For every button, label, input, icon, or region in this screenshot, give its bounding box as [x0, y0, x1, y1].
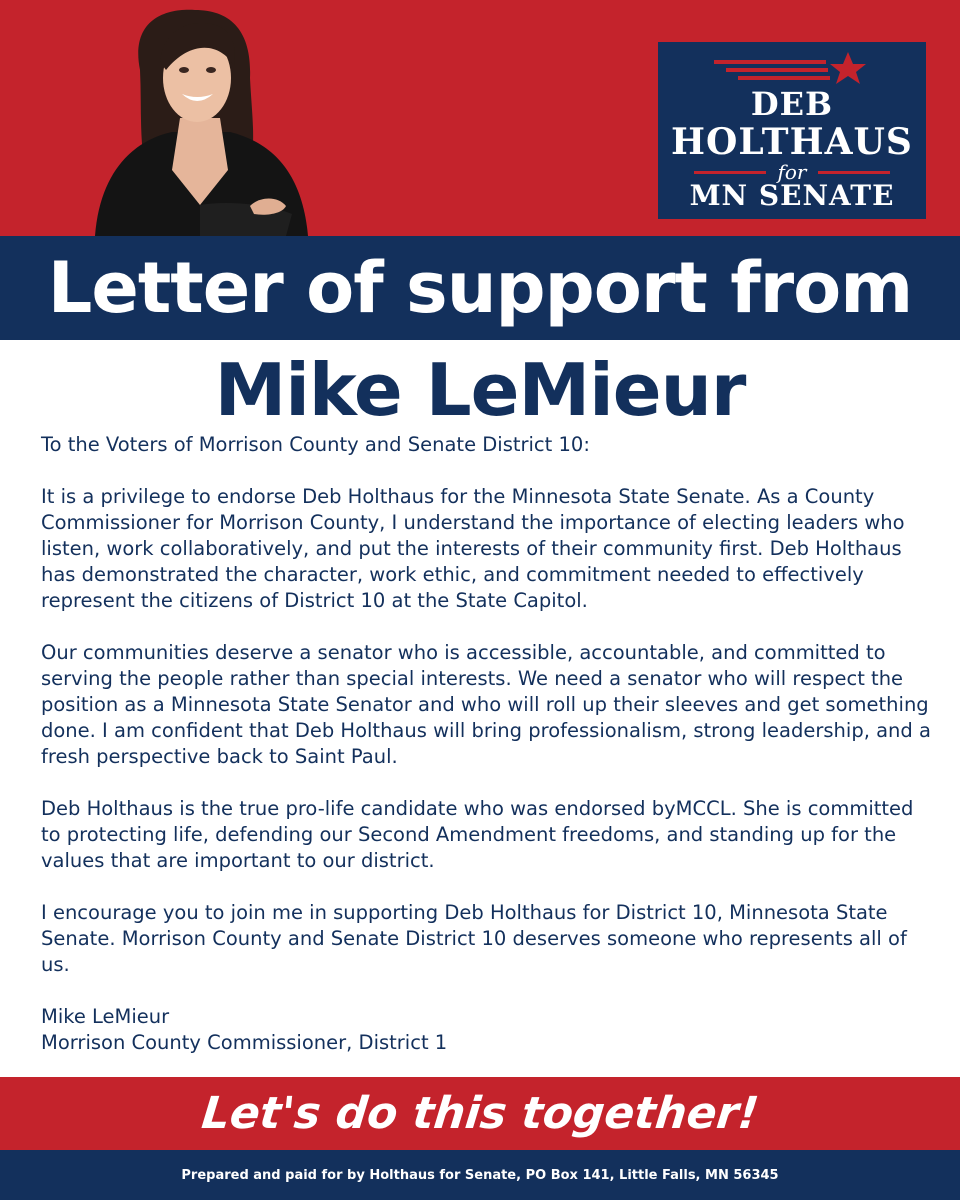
letter-paragraph-1: It is a privilege to endorse Deb Holthaus for the Minnesota State Senate. As a County Commissioner for Morrison County, I understand the importance of electing leaders who listen, work collaboratively, and put the interests of their community first. Deb Holthaus has demonstrated the character, work ethic, and commitment needed to effectively represent the citizens of District 10 at the State Capitol.: [41, 485, 905, 612]
logo-deb-text: DEB: [750, 85, 834, 123]
tagline: Let's do this together!: [199, 1087, 761, 1139]
footer-red-band: [0, 1077, 960, 1150]
signature-title: Morrison County Commissioner, District 1: [41, 1031, 448, 1054]
endorser-name-title: Mike LeMieur: [214, 348, 746, 432]
logo-senate-text: MN SENATE: [689, 179, 895, 212]
letter-paragraph-2: Our communities deserve a senator who is accessible, accountable, and committed to serving the people rather than special interests. We need a senator who will respect the position as a Minnesota State Senator and who will roll up their sleeves and get something done. I am confident that Deb Holthaus will bring professionalism, strong leadership, and a fresh perspective back to Saint Paul.: [41, 641, 931, 768]
paid-for-disclaimer: Prepared and paid for by Holthaus for Senate, PO Box 141, Little Falls, MN 56345: [181, 1167, 779, 1183]
campaign-logo: [658, 42, 926, 219]
letter-paragraph-4: I encourage you to join me in supporting Deb Holthaus for District 10, Minnesota State Senate. Morrison County and Senate District 10 deserves someone who represents all of us.: [41, 901, 907, 976]
header-navy-band: [0, 236, 960, 340]
letter-salutation: To the Voters of Morrison County and Senate District 10:: [41, 433, 590, 456]
letter-body: [41, 432, 931, 1056]
signature-name: Mike LeMieur: [41, 1005, 170, 1028]
logo-holthaus-text: HOLTHAUS: [671, 121, 913, 163]
footer-navy-band: [0, 1150, 960, 1200]
headline: Letter of support from: [47, 247, 913, 329]
top-red-band: [0, 0, 960, 236]
candidate-photo: [80, 0, 320, 236]
logo-for-text: for: [777, 160, 807, 184]
star-stripes-icon: [708, 48, 888, 86]
logo-rule-right: [818, 171, 890, 174]
letter-paragraph-3: Deb Holthaus is the true pro-life candidate who was endorsed byMCCL. She is committed to protecting life, defending our Second Amendment freedoms, and standing up for the values that are important to our district.: [41, 797, 914, 872]
